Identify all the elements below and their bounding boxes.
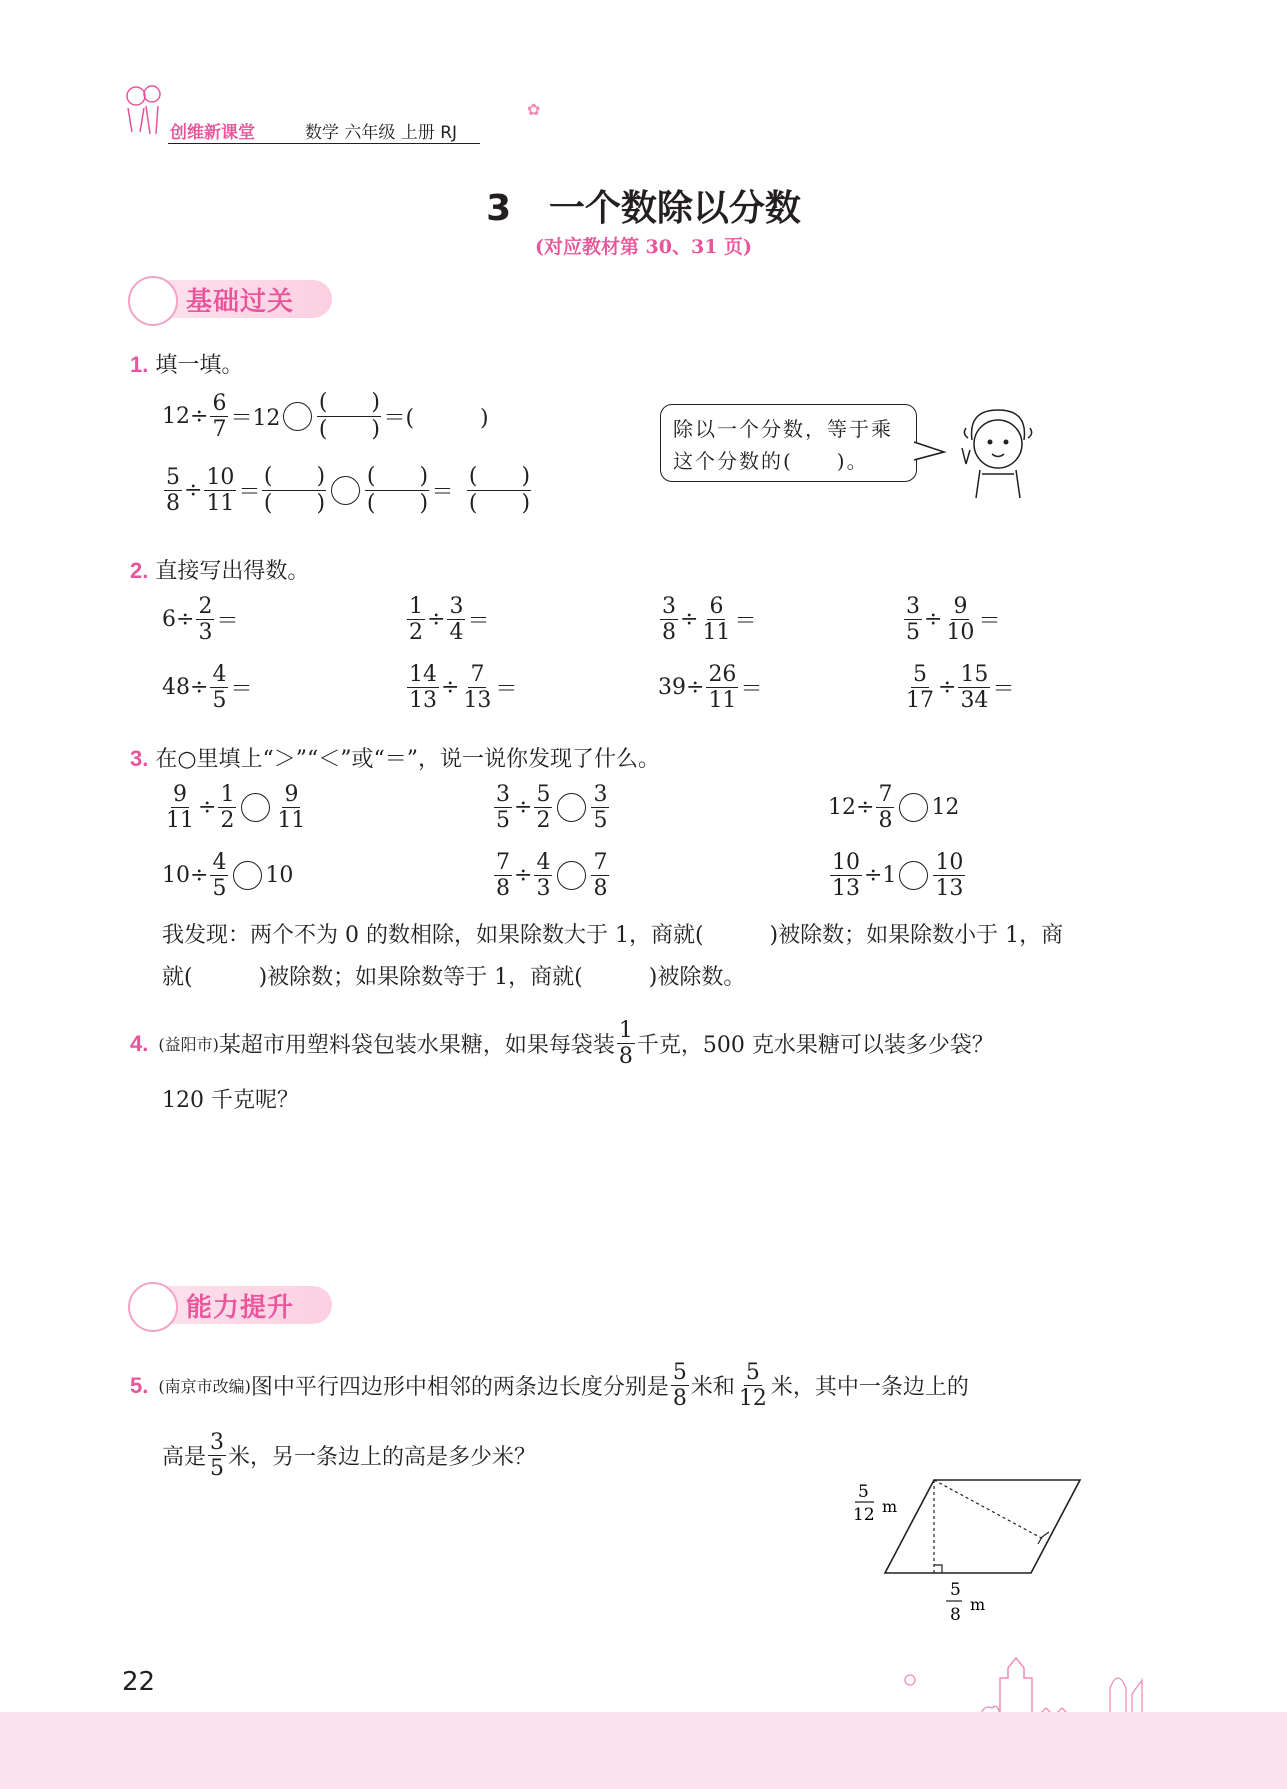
q3-item: 10÷ $\frac{4}{5}$ 10 <box>162 850 294 902</box>
answer-circle[interactable] <box>331 476 360 505</box>
girl-illustration <box>958 404 1040 500</box>
q4-line1: 4. (益阳市) 某超市用塑料袋包装水果糖，如果每袋装 $\frac{1}{8}$ 千克，500 克水果糖可以装多少袋？ <box>130 1018 994 1070</box>
section-advanced <box>132 1282 332 1328</box>
fraction-blank[interactable]: ( ) ( ) <box>263 464 326 517</box>
q5-text-c: 米，其中一条边上的 <box>770 1375 969 1401</box>
q3-prompt-text: 在○里填上“＞”“＜”或“＝”，说一说你发现了什么。 <box>155 747 661 772</box>
header-mascots <box>122 82 164 142</box>
header-brand: 创维新课堂 <box>170 123 255 143</box>
q1-prompt <box>130 348 243 379</box>
svg-text:12: 12 <box>853 1505 875 1525</box>
q3-finding-line2: 就( )被除数；如果除数等于 1，商就( )被除数。 <box>162 965 746 990</box>
svg-text:5: 5 <box>950 1580 961 1600</box>
lesson-subtitle: (对应教材第 30、31 页) <box>534 236 753 258</box>
q3-finding-line1: 我发现：两个不为 0 的数相除，如果除数大于 1，商就( )被除数；如果除数小于 1，商 <box>162 923 1064 948</box>
fraction-blank[interactable]: ( ) ( ) <box>318 390 381 443</box>
compare-circle[interactable] <box>233 861 262 890</box>
q2-item: $\frac{14}{13}$ ÷ $\frac{7}{13}$ ＝ <box>409 662 518 714</box>
section-basic-label: 基础过关 <box>186 286 295 317</box>
q2-prompt <box>130 554 309 585</box>
q2-item: 39÷ $\frac{26}{11}$ ＝ <box>658 662 763 714</box>
q4-source: (益阳市) <box>158 1035 219 1055</box>
q2-item: 48÷ $\frac{4}{5}$ ＝ <box>162 662 253 714</box>
parallelogram-figure <box>850 1470 1090 1640</box>
q2-item: $\frac{1}{2}$ ÷ $\frac{3}{4}$ ＝ <box>409 594 490 646</box>
q4-text-before: 某超市用塑料袋包装水果糖，如果每袋装 <box>218 1033 615 1059</box>
speech-tail <box>914 440 948 464</box>
q5-line1: 5. (南京市改编) 图中平行四边形中相邻的两条边长度分别是 $\frac{5}{8}$ 米和 $\frac{5}{12}$ 米，其中一条边上的 <box>130 1360 969 1412</box>
header-divider <box>168 143 480 144</box>
q2-item: 6÷ $\frac{2}{3}$ ＝ <box>162 594 239 646</box>
q3-prompt <box>130 742 660 773</box>
q1-line2: $\frac{5}{8}$ ÷ $\frac{10}{11}$ ＝ ( ) ( ) ( ) ( ) ＝ ( ) ( ) <box>166 464 531 517</box>
q5-line2-a: 高是 <box>162 1445 207 1471</box>
fraction-blank[interactable]: ( ) ( ) <box>366 464 429 517</box>
section-advanced-label: 能力提升 <box>186 1292 295 1323</box>
q2-item: $\frac{3}{8}$ ÷ $\frac{6}{11}$ ＝ <box>662 594 757 646</box>
fraction: $\frac{10}{11}$ <box>206 465 235 517</box>
q3-item: 12÷ $\frac{7}{8}$ 12 <box>828 782 960 834</box>
fraction: $\frac{6}{7}$ <box>212 391 227 443</box>
q4-number: 4. <box>130 1030 149 1056</box>
compare-circle[interactable] <box>899 793 928 822</box>
speech-text: 除以一个分数，等于乘这个分数的( )。 <box>673 417 893 473</box>
page-number: 22 <box>122 1667 156 1697</box>
doll-icon <box>128 1282 178 1332</box>
q3-item: $\frac{7}{8}$ ÷ $\frac{4}{3}$ $\frac{7}{8}$ <box>496 850 608 902</box>
speech-bubble <box>660 404 917 482</box>
q1-prompt-text: 填一填。 <box>155 353 244 378</box>
q3-item: $\frac{3}{5}$ ÷ $\frac{5}{2}$ $\frac{3}{5}$ <box>496 782 608 834</box>
q5-text-b: 米和 <box>690 1375 735 1401</box>
globe-icon <box>128 276 178 326</box>
header-info: 数学 六年级 上册 RJ <box>305 123 458 143</box>
q4-text-after: 千克，500 克水果糖可以装多少袋？ <box>636 1033 994 1059</box>
q4-line2: 120 千克呢？ <box>162 1088 299 1113</box>
svg-text:5: 5 <box>858 1482 869 1502</box>
fig-unit-bottom: m <box>970 1595 986 1614</box>
q2-item: $\frac{5}{17}$ ÷ $\frac{15}{34}$ ＝ <box>906 662 1015 714</box>
compare-circle[interactable] <box>557 861 586 890</box>
q1-line1: 12÷ $\frac{6}{7}$ ＝12 ( ) ( ) ＝( ) <box>162 390 489 443</box>
q1-number: 1. <box>130 352 149 377</box>
footer-band <box>0 1712 1287 1789</box>
butterfly-icon: ✿ <box>527 100 541 119</box>
q5-number: 5. <box>130 1372 149 1398</box>
fraction-blank[interactable]: ( ) ( ) <box>468 464 531 517</box>
compare-circle[interactable] <box>899 861 928 890</box>
q2-number: 2. <box>130 558 149 583</box>
fig-unit-left: m <box>882 1497 898 1516</box>
q2-item: $\frac{3}{5}$ ÷ $\frac{9}{10}$ ＝ <box>906 594 1001 646</box>
castle-decoration <box>880 1648 1180 1718</box>
q3-number: 3. <box>130 746 149 771</box>
compare-circle[interactable] <box>241 793 270 822</box>
q3-item: $\frac{9}{11}$ ÷ $\frac{1}{2}$ $\frac{9}{11}$ <box>166 782 306 834</box>
lesson-title: 3 一个数除以分数 <box>486 188 801 229</box>
q3-item: $\frac{10}{13}$ ÷1 $\frac{10}{13}$ <box>832 850 964 902</box>
q2-prompt-text: 直接写出得数。 <box>155 559 310 584</box>
compare-circle[interactable] <box>557 793 586 822</box>
q5-line2: 高是 $\frac{3}{5}$ 米，另一条边上的高是多少米？ <box>162 1430 537 1482</box>
fraction: $\frac{5}{8}$ <box>166 465 180 517</box>
answer-circle[interactable] <box>283 402 312 431</box>
q5-source: (南京市改编) <box>158 1377 251 1397</box>
q5-text-a: 图中平行四边形中相邻的两条边长度分别是 <box>250 1375 669 1401</box>
svg-text:8: 8 <box>950 1605 961 1625</box>
q5-line2-b: 米，另一条边上的高是多少米？ <box>228 1445 537 1471</box>
section-basic <box>132 276 332 322</box>
